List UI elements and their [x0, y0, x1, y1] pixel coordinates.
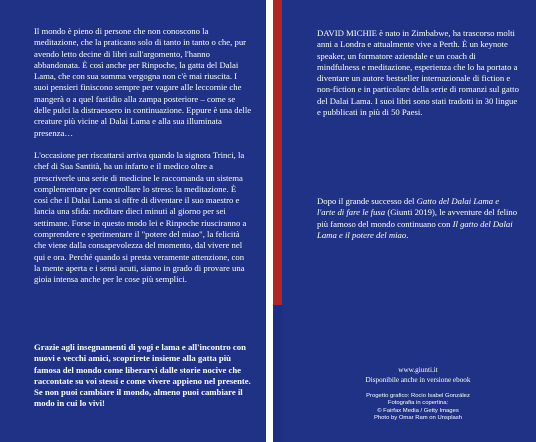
synopsis-highlight-paragraph: Grazie agli insegnamenti di yogi e lama e all'incontro con nuovi e vecchi amici, scoprirete insieme alla gatta più famosa del mondo come liberarvi dalle storie nocive che raccontate su voi stessi e come vivere appieno nel presente. Se non puoi cambiare il mondo, almeno puoi cambiare il modo in cui lo vivi! — [34, 342, 251, 409]
ebook-availability-note: Disponibile anche in versione ebook — [365, 376, 471, 384]
credits-block — [317, 393, 519, 423]
series-note-text-a: Dopo il grande successo del — [317, 196, 417, 206]
back-flap-left — [0, 0, 266, 442]
series-note-paragraph — [317, 196, 519, 241]
publisher-url: www.giunti.it — [398, 366, 438, 374]
photo-credit-1: © Fairfax Media / Getty Images — [377, 407, 459, 414]
series-note-text-b: (Giunti 2019), le avventure del felino più famoso del mondo continuano con — [317, 207, 518, 229]
previous-book-title: Gatto del Dalai Lama e l'arte di fare le fusa — [317, 196, 500, 218]
author-name: DAVID MICHIE — [317, 28, 377, 38]
cover-photo-heading: Fotografia in copertina: — [387, 400, 449, 407]
author-bio-paragraph — [317, 28, 519, 118]
photo-credit-2: Photo by Omar Ram on Unsplash — [373, 415, 463, 422]
cover-edge-blue — [273, 305, 282, 442]
series-note-text-c: . — [406, 229, 409, 240]
synopsis-paragraph-2: L'occasione per riscattarsi arriva quando la signora Trinci, la chef di Sua Santità, ha un infarto e il medico oltre a prescriverle una serie di medicine le raccomanda un sistema complementare per controllare lo stress: la meditazione. È così che il Dalai Lama si offre di diventare il suo maestro e lancia una sfida: meditare dieci minuti al giorno per sei settimane. Forse in questo modo lei e Rinpoche riusciranno a comprendere e sperimentare il "potere del miao", la felicità che viene dalla consapevolezza del momento, dal vivere nel qui e ora. Perché quando si presta veramente attenzione, con la mente aperta e i sensi acuti, siamo in grado di provare una gioia intensa anche per le cose più semplici. — [34, 150, 247, 285]
cover-edge-red — [273, 0, 282, 305]
current-book-title: Il gatto del Dalai Lama e il potere del miao — [317, 218, 513, 240]
back-flap-right — [273, 0, 536, 442]
design-credit: Progetto grafico: Rocio Isabel González — [366, 393, 470, 399]
author-bio-text: è nato in Zimbabwe, ha trascorso molti anni a Londra e attualmente vive a Perth. È un keynote speaker, un formatore aziendale e un coach di mindfulness e meditazione, esperienza che lo ha portato a diventare un autore bestseller internazionale di fiction e non-fiction e in particolare della serie di romanzi sul gatto del Dalai Lama. I suoi libri sono stati tradotti in 30 lingue e pubblicati in più di 50 Paesi. — [317, 28, 519, 118]
synopsis-paragraph-1: Il mondo è pieno di persone che non conoscono la meditazione, che la praticano solo di tanto in tanto o che, pur avendo letto decine di libri sull'argomento, l'hanno abbandonata. È così anche per Rinpoche, la gatta del Dalai Lama, che con sua somma vergogna non c'è mai riuscita. I suoi pensieri finiscono sempre per vagare alle leccornie che mangerà o a quel fastidio alla zampa posteriore – come se delle pulci la distraessero in continuazione. Eppure è una delle creature più vicine al Dalai Lama e alla sua illuminata presenza… — [34, 26, 252, 138]
